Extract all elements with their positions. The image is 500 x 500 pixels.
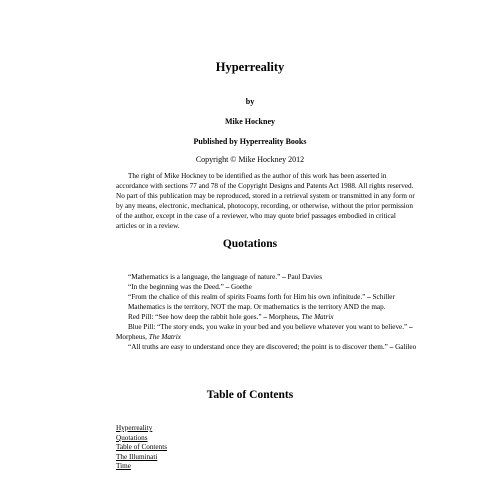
quote-dash: – xyxy=(387,343,396,351)
book-title: Hyperreality xyxy=(215,60,285,74)
publisher-line: Published by Hyperreality Books xyxy=(193,137,307,146)
author-name: Mike Hockney xyxy=(225,117,275,126)
toc-link-hyperreality[interactable]: Hyperreality xyxy=(116,424,153,432)
quote-source: Schiller xyxy=(372,293,395,301)
quote-text: Blue Pill: “The story ends, you wake in your bed and you believe whatever you want to believe.” xyxy=(128,323,408,331)
quote-source: Goethe xyxy=(231,283,252,291)
quote-dash: – xyxy=(365,293,373,301)
toc-link-the-illuminati[interactable]: The Illuminati xyxy=(116,452,158,461)
quote-dash: – xyxy=(261,313,269,321)
quote-text: “Mathematics is a language, the language of nature.” xyxy=(128,273,281,281)
copyright-line: Copyright © Mike Hockney 2012 xyxy=(195,155,305,164)
toc-link-table-of-contents[interactable]: Table of Contents xyxy=(116,443,167,452)
quote-paragraph xyxy=(116,312,418,322)
quote-paragraph xyxy=(116,282,418,292)
quote-source: Paul Davies xyxy=(287,273,323,281)
quote-work-title: The Matrix xyxy=(148,333,181,341)
quote-paragraph xyxy=(116,302,418,312)
byline-by: by xyxy=(245,97,255,106)
quote-dash: – xyxy=(407,323,413,331)
quote-source: Morpheus, xyxy=(268,313,302,321)
toc-list xyxy=(116,424,167,472)
quote-dash: – xyxy=(280,273,288,281)
rights-paragraph: The right of Mike Hockney to be identified as the author of this work has been asserted in accordance with sections 77 and 78 of the Copyright Designs and Patents Act 1988. All rights reserved. No part of this publication may be reproduced, stored in a retrieval system or transmitted in any form or by any means, electronic, mechanical, photocopy, recording, or otherwise, without the prior permission of the author, except in the case of a reviewer, who may quote brief passages embodied in critical articles or in a review. xyxy=(116,172,415,230)
quote-paragraph xyxy=(116,272,418,282)
quote-text: “All truths are easy to understand once they are discovered; the point is to discover them.” xyxy=(128,343,388,351)
toc-link-time[interactable]: Time xyxy=(116,462,131,471)
quote-text: “In the beginning was the Deed.” xyxy=(128,283,224,291)
quote-work-title: The Matrix xyxy=(301,313,334,321)
quote-text: Red Pill: “See how deep the rabbit hole goes.” xyxy=(128,313,262,321)
quote-dash: – xyxy=(223,283,231,291)
quote-source: Galileo xyxy=(395,343,417,351)
quotations-list xyxy=(116,272,418,352)
toc-heading: Table of Contents xyxy=(206,389,294,401)
quote-text: Mathematics is the territory, NOT the map. Or mathematics is the territory AND the map. xyxy=(128,303,386,311)
quote-paragraph xyxy=(116,342,418,352)
quote-text: “From the chalice of this realm of spirits Foams forth for Him his own infinitude.” xyxy=(128,293,366,301)
quote-paragraph xyxy=(116,292,418,302)
quote-source: Morpheus, xyxy=(116,333,149,341)
toc-link-quotations[interactable]: Quotations xyxy=(116,433,148,442)
quotations-heading: Quotations xyxy=(222,238,278,250)
quote-paragraph xyxy=(116,322,418,342)
